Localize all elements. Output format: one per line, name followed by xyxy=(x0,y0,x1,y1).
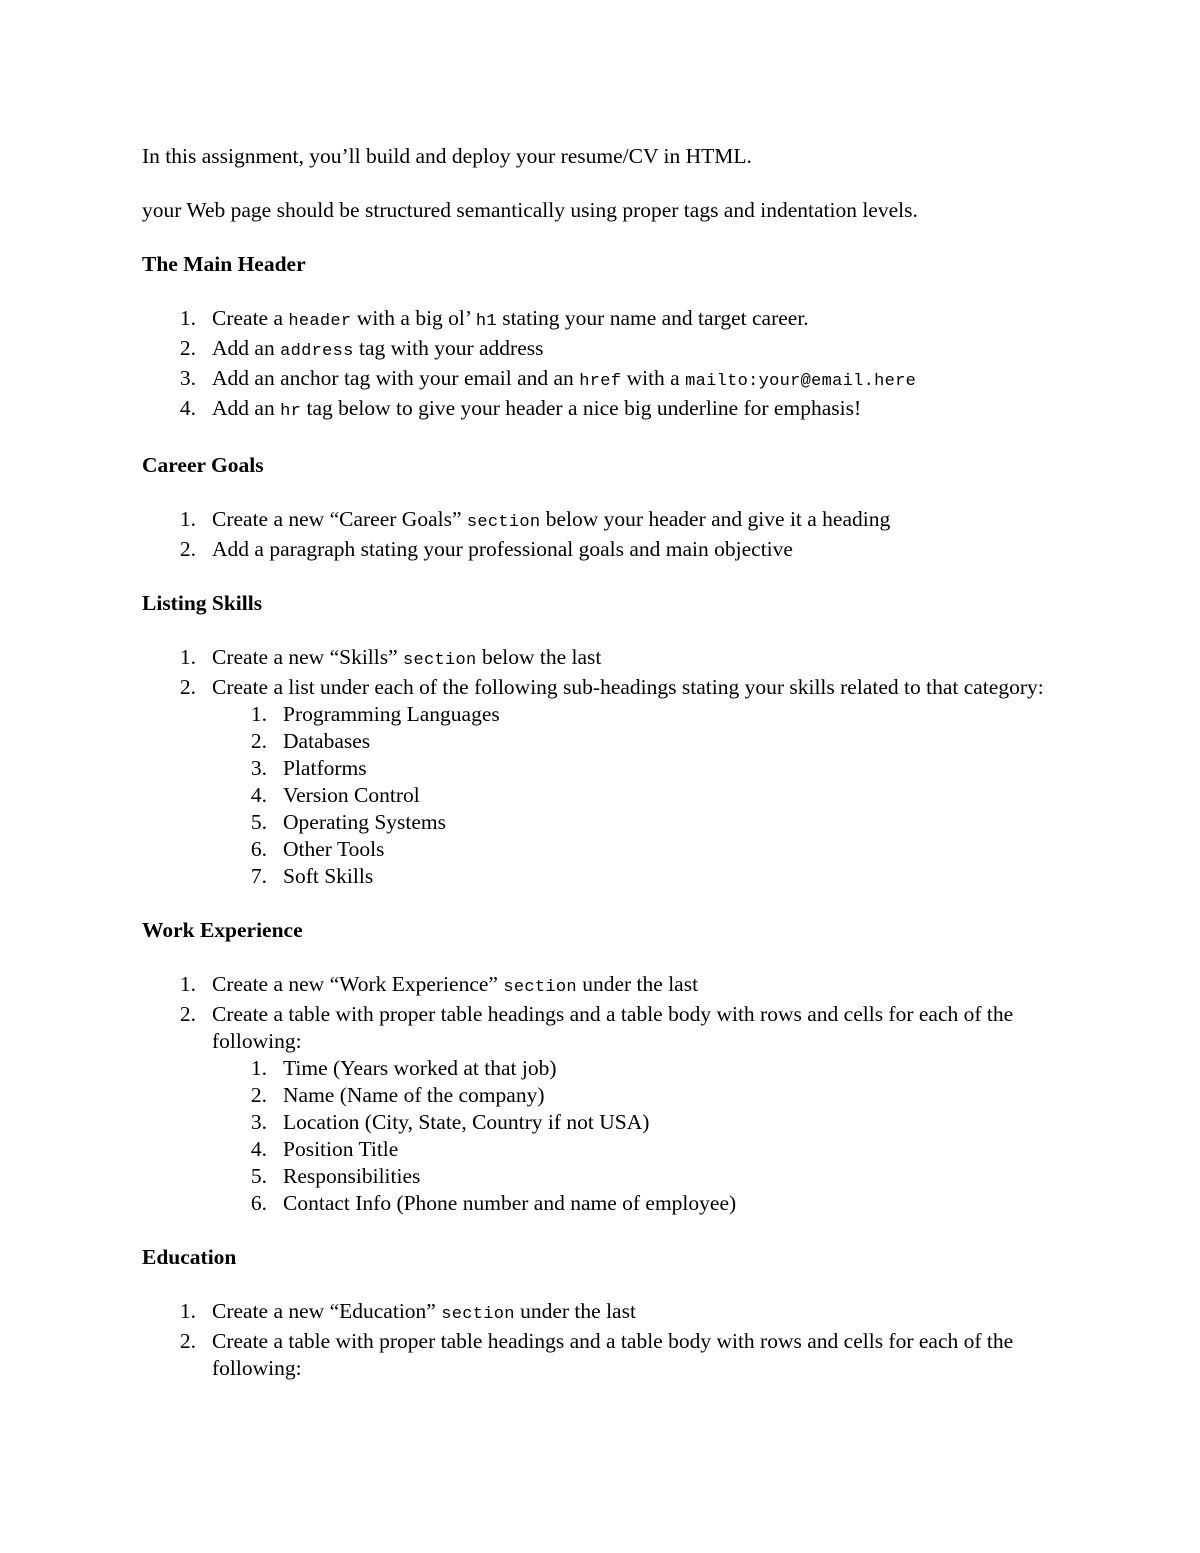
item-text: with a big ol’ xyxy=(351,306,476,330)
item-text: Create a xyxy=(212,306,289,330)
list-number: 4. xyxy=(179,396,196,420)
item-text: Programming Languages xyxy=(283,702,500,726)
code-snippet: hr xyxy=(280,402,302,421)
section-heading-work-experience: Work Experience xyxy=(142,918,303,942)
sub-list-item xyxy=(212,1082,1072,1109)
item-text: under the last xyxy=(576,972,699,996)
item-text: Soft Skills xyxy=(283,864,374,888)
list-number: 2. xyxy=(179,336,196,360)
item-text: Create a new “Work Experience” xyxy=(212,972,504,996)
item-text: below your header and give it a heading xyxy=(540,507,891,531)
code-snippet: h1 xyxy=(475,312,497,331)
list-number: 6. xyxy=(250,1191,267,1215)
list-item xyxy=(142,506,1072,536)
sub-list-item xyxy=(212,1109,1072,1136)
sub-list-item xyxy=(212,1163,1072,1190)
list-number: 4. xyxy=(250,783,267,807)
list-item xyxy=(142,536,1072,563)
list-number: 1. xyxy=(250,702,267,726)
list-number: 6. xyxy=(250,837,267,861)
list-number: 1. xyxy=(179,306,196,330)
item-text: under the last xyxy=(514,1299,636,1323)
item-text: Create a new “Education” xyxy=(212,1299,442,1323)
list-item xyxy=(142,1328,1072,1382)
list-number: 2. xyxy=(179,675,196,699)
item-text: below the last xyxy=(476,645,602,669)
item-text: Create a table with proper table headings and a table body with rows and cells for each of the following: xyxy=(212,1329,1014,1380)
item-text: Time (Years worked at that job) xyxy=(283,1056,557,1080)
list-item xyxy=(142,971,1072,1001)
work-experience-list xyxy=(142,971,1072,1217)
sub-list-item xyxy=(212,701,1072,728)
item-text: Add an xyxy=(212,336,281,360)
list-number: 3. xyxy=(179,366,196,390)
section-heading-career-goals: Career Goals xyxy=(142,453,264,477)
list-number: 5. xyxy=(250,1164,267,1188)
list-number: 7. xyxy=(250,864,267,888)
intro-paragraph-1: In this assignment, you’ll build and deploy your resume/CV in HTML. xyxy=(142,144,752,168)
item-text: Add a paragraph stating your professional goals and main objective xyxy=(212,537,793,561)
item-text: with a xyxy=(621,366,686,390)
list-number: 2. xyxy=(179,1002,196,1026)
list-number: 1. xyxy=(179,645,196,669)
document-page xyxy=(142,143,1072,1409)
item-text: Contact Info (Phone number and name of employee) xyxy=(283,1191,737,1215)
list-number: 3. xyxy=(250,1110,267,1134)
sub-list-item xyxy=(212,809,1072,836)
intro-paragraph-2: your Web page should be structured semantically using proper tags and indentation levels. xyxy=(142,198,918,222)
code-snippet: section xyxy=(441,1305,515,1324)
list-item xyxy=(142,395,1072,425)
list-number: 1. xyxy=(179,1299,196,1323)
list-number: 2. xyxy=(179,1329,196,1353)
list-item xyxy=(142,335,1072,365)
item-text: Other Tools xyxy=(283,837,385,861)
item-text: Operating Systems xyxy=(283,810,447,834)
item-text: Name (Name of the company) xyxy=(283,1083,545,1107)
list-item xyxy=(142,365,1072,395)
item-text: Version Control xyxy=(283,783,420,807)
sub-list-item xyxy=(212,782,1072,809)
sub-list-item xyxy=(212,1136,1072,1163)
code-snippet: mailto:your@email.here xyxy=(685,372,917,391)
sub-list-item xyxy=(212,728,1072,755)
item-text: Responsibilities xyxy=(283,1164,421,1188)
list-number: 2. xyxy=(250,1083,267,1107)
list-number: 2. xyxy=(250,729,267,753)
code-snippet: section xyxy=(466,513,541,532)
sub-list-item xyxy=(212,1055,1072,1082)
list-item xyxy=(142,1001,1072,1217)
code-snippet: href xyxy=(579,372,622,391)
sub-list-item xyxy=(212,1190,1072,1217)
list-number: 5. xyxy=(250,810,267,834)
list-number: 2. xyxy=(179,537,196,561)
section-heading-main-header: The Main Header xyxy=(142,252,306,276)
work-experience-fields-list xyxy=(212,1055,1072,1217)
code-snippet: section xyxy=(503,978,577,997)
item-text: Platforms xyxy=(283,756,367,780)
sub-list-item xyxy=(212,836,1072,863)
list-item xyxy=(142,305,1072,335)
item-text: Databases xyxy=(283,729,371,753)
list-number: 4. xyxy=(250,1137,267,1161)
item-text: Create a table with proper table headings and a table body with rows and cells for each of the following: xyxy=(212,1002,1014,1053)
list-item xyxy=(142,1298,1072,1328)
item-text: Add an anchor tag with your email and an xyxy=(212,366,580,390)
item-text: Create a new “Career Goals” xyxy=(212,507,467,531)
item-text: Create a new “Skills” xyxy=(212,645,404,669)
list-number: 1. xyxy=(250,1056,267,1080)
career-goals-list xyxy=(142,506,1072,563)
section-heading-listing-skills: Listing Skills xyxy=(142,591,263,615)
skills-subcategory-list xyxy=(212,701,1072,890)
code-snippet: address xyxy=(280,342,354,361)
list-number: 1. xyxy=(179,507,196,531)
item-text: Location (City, State, Country if not USA) xyxy=(283,1110,650,1134)
item-text: tag with your address xyxy=(353,336,544,360)
item-text: Position Title xyxy=(283,1137,399,1161)
list-item xyxy=(142,644,1072,674)
list-number: 3. xyxy=(250,756,267,780)
item-text: stating your name and target career. xyxy=(496,306,809,330)
list-number: 1. xyxy=(179,972,196,996)
listing-skills-list xyxy=(142,644,1072,890)
sub-list-item xyxy=(212,755,1072,782)
code-snippet: header xyxy=(288,312,352,331)
main-header-list xyxy=(142,305,1072,425)
code-snippet: section xyxy=(403,651,477,670)
education-list xyxy=(142,1298,1072,1382)
item-text: Create a list under each of the following sub-headings stating your skills related to that category: xyxy=(212,675,1044,699)
item-text: Add an xyxy=(212,396,281,420)
section-heading-education: Education xyxy=(142,1245,237,1269)
item-text: tag below to give your header a nice big underline for emphasis! xyxy=(301,396,862,420)
sub-list-item xyxy=(212,863,1072,890)
list-item xyxy=(142,674,1072,890)
